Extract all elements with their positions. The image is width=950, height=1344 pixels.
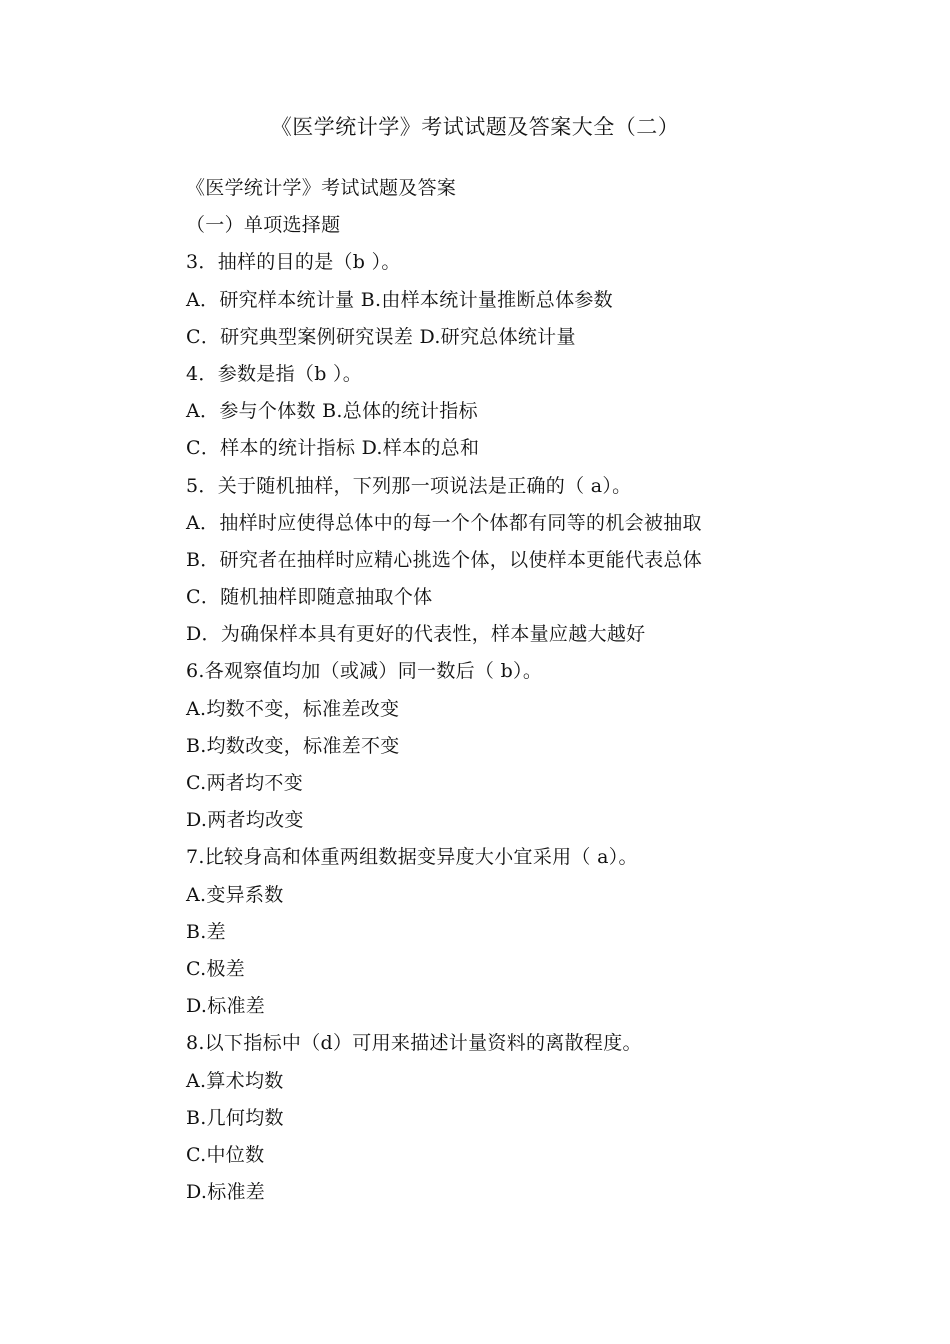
question-6-option-d: D.两者均改变: [186, 809, 304, 832]
question-7-option-a: A.变异系数: [186, 883, 284, 906]
question-5-option-a: A．抽样时应使得总体中的每一个个体都有同等的机会被抽取: [186, 511, 702, 534]
question-3-options-cd: C．研究典型案例研究误差 D.研究总体统计量: [186, 325, 576, 348]
question-7-option-b: B.差: [186, 920, 226, 943]
question-4: 4．参数是指（b ）。: [186, 362, 363, 385]
question-6-option-c: C.两者均不变: [186, 772, 304, 794]
question-6: 6.各观察值均加（或减）同一数后（ b）。: [186, 660, 543, 683]
question-5: 5．关于随机抽样，下列那一项说法是正确的（ a）。: [186, 474, 632, 497]
question-5-option-d: D．为确保样本具有更好的代表性，样本量应越大越好: [186, 623, 646, 646]
question-8-option-b: B.几何均数: [186, 1106, 284, 1129]
question-6-option-b: B.均数改变，标准差不变: [186, 734, 400, 757]
question-8: 8.以下指标中（d）可用来描述计量资料的离散程度。: [186, 1032, 642, 1055]
question-8-option-d: D.标准差: [186, 1181, 266, 1204]
question-4-options-cd: C．样本的统计指标 D.样本的总和: [186, 437, 480, 460]
question-5-option-b: B．研究者在抽样时应精心挑选个体，以使样本更能代表总体: [186, 548, 703, 571]
section-heading: 《医学统计学》考试试题及答案: [186, 177, 457, 199]
question-3-options-ab: A．研究样本统计量 B.由样本统计量推断总体参数: [186, 288, 613, 311]
question-7-option-c: C.极差: [186, 957, 246, 980]
question-5-option-c: C．随机抽样即随意抽取个体: [186, 586, 433, 609]
question-7-option-d: D.标准差: [186, 995, 266, 1018]
question-8-option-a: A.算术均数: [186, 1069, 284, 1092]
page-title: 《医学统计学》考试试题及答案大全（二）: [270, 115, 680, 139]
section-subheading: （一）单项选择题: [186, 214, 341, 237]
question-list: [186, 170, 886, 1211]
question-6-option-a: A.均数不变，标准差改变: [186, 697, 400, 720]
question-4-options-ab: A．参与个体数 B.总体的统计指标: [186, 400, 478, 423]
question-8-option-c: C.中位数: [186, 1143, 265, 1166]
question-3: 3．抽样的目的是（b ）。: [186, 251, 401, 274]
question-7: 7.比较身高和体重两组数据变异度大小宜采用（ a）。: [186, 846, 638, 869]
